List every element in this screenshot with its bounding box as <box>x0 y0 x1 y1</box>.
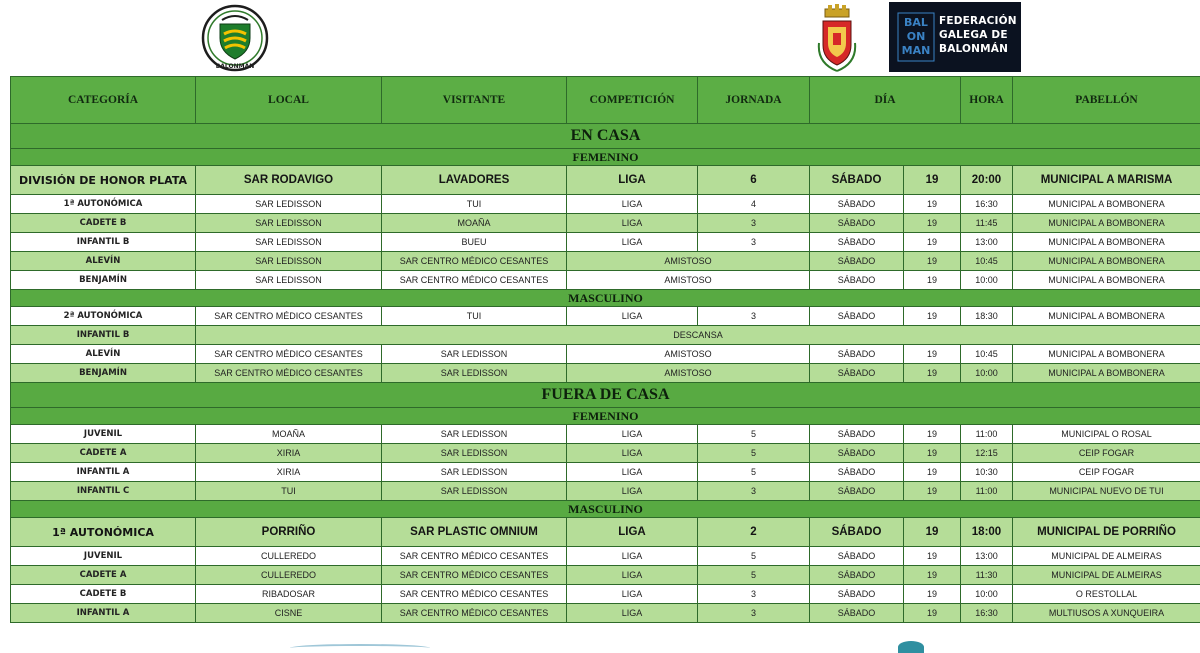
visitor-cell: SAR CENTRO MÉDICO CESANTES <box>382 604 567 623</box>
competition-cell: AMISTOSO <box>567 271 810 290</box>
header <box>0 0 1200 76</box>
competition-cell: LIGA <box>567 482 698 501</box>
visitor-cell: SAR LEDISSON <box>382 345 567 364</box>
match-row <box>11 364 1200 383</box>
day-cell: SÁBADO <box>810 307 904 326</box>
subsection-away-fem-label: FEMENINO <box>11 408 1200 425</box>
venue-cell: MULTIUSOS A XUNQUEIRA <box>1013 604 1200 623</box>
header-row <box>11 77 1200 124</box>
svg-text:ON: ON <box>907 30 926 43</box>
venue-cell: MUNICIPAL A BOMBONERA <box>1013 345 1200 364</box>
federation-mark-icon <box>897 12 935 62</box>
venue-cell: MUNICIPAL DE ALMEIRAS <box>1013 547 1200 566</box>
match-row <box>11 566 1200 585</box>
visitor-cell: SAR CENTRO MÉDICO CESANTES <box>382 566 567 585</box>
time-cell: 11:00 <box>961 482 1013 501</box>
date-cell: 19 <box>904 482 961 501</box>
match-row <box>11 547 1200 566</box>
competition-cell: LIGA <box>567 233 698 252</box>
category-cell: 1ª AUTONÓMICA <box>11 518 196 547</box>
local-cell: SAR LEDISSON <box>196 233 382 252</box>
subsection-home-fem <box>11 149 1200 166</box>
category-cell: ALEVÍN <box>11 252 196 271</box>
subsection-away-masc <box>11 501 1200 518</box>
bottom-decoration-dot <box>898 641 924 653</box>
round-cell: 3 <box>698 604 810 623</box>
category-cell: JUVENIL <box>11 547 196 566</box>
round-cell: 5 <box>698 566 810 585</box>
competition-cell: LIGA <box>567 166 698 195</box>
day-cell: SÁBADO <box>810 444 904 463</box>
competition-cell: LIGA <box>567 566 698 585</box>
day-cell: SÁBADO <box>810 195 904 214</box>
visitor-cell: SAR LEDISSON <box>382 444 567 463</box>
time-cell: 16:30 <box>961 195 1013 214</box>
time-cell: 13:00 <box>961 547 1013 566</box>
date-cell: 19 <box>904 271 961 290</box>
venue-cell: MUNICIPAL A BOMBONERA <box>1013 214 1200 233</box>
visitor-cell: LAVADORES <box>382 166 567 195</box>
competition-cell: LIGA <box>567 195 698 214</box>
col-header-competicion: COMPETICIÓN <box>567 77 698 124</box>
time-cell: 10:45 <box>961 345 1013 364</box>
category-cell: DIVISIÓN DE HONOR PLATA <box>11 166 196 195</box>
day-cell: SÁBADO <box>810 463 904 482</box>
date-cell: 19 <box>904 425 961 444</box>
visitor-cell: SAR LEDISSON <box>382 425 567 444</box>
match-row <box>11 425 1200 444</box>
category-cell: 1ª AUTONÓMICA <box>11 195 196 214</box>
match-row <box>11 345 1200 364</box>
time-cell: 10:00 <box>961 271 1013 290</box>
date-cell: 19 <box>904 166 961 195</box>
local-cell: CISNE <box>196 604 382 623</box>
match-row <box>11 444 1200 463</box>
match-row <box>11 252 1200 271</box>
venue-cell: MUNICIPAL DE PORRIÑO <box>1013 518 1200 547</box>
col-header-visitante: VISITANTE <box>382 77 567 124</box>
svg-text:MAN: MAN <box>902 44 931 57</box>
local-cell: SAR CENTRO MÉDICO CESANTES <box>196 307 382 326</box>
federation-line-1: FEDERACIÓN <box>939 14 1019 28</box>
day-cell: SÁBADO <box>810 214 904 233</box>
competition-cell: LIGA <box>567 425 698 444</box>
round-cell: 5 <box>698 425 810 444</box>
col-header-jornada: JORNADA <box>698 77 810 124</box>
schedule-body <box>11 124 1200 623</box>
visitor-cell: TUI <box>382 307 567 326</box>
subsection-away-masc-label: MASCULINO <box>11 501 1200 518</box>
day-cell: SÁBADO <box>810 566 904 585</box>
date-cell: 19 <box>904 195 961 214</box>
local-cell: XIRIA <box>196 463 382 482</box>
match-row <box>11 518 1200 547</box>
match-row <box>11 585 1200 604</box>
visitor-cell: SAR LEDISSON <box>382 463 567 482</box>
svg-text:BAL: BAL <box>904 16 928 29</box>
round-cell: 3 <box>698 233 810 252</box>
match-row <box>11 195 1200 214</box>
competition-cell: LIGA <box>567 585 698 604</box>
day-cell: SÁBADO <box>810 518 904 547</box>
match-row <box>11 604 1200 623</box>
venue-cell: CEIP FOGAR <box>1013 463 1200 482</box>
time-cell: 18:30 <box>961 307 1013 326</box>
category-cell: INFANTIL A <box>11 463 196 482</box>
date-cell: 19 <box>904 585 961 604</box>
day-cell: SÁBADO <box>810 364 904 383</box>
category-cell: CADETE B <box>11 585 196 604</box>
rest-note-cell: DESCANSA <box>196 326 1200 345</box>
category-cell: JUVENIL <box>11 425 196 444</box>
section-away <box>11 383 1200 408</box>
local-cell: SAR LEDISSON <box>196 214 382 233</box>
local-cell: RIBADOSAR <box>196 585 382 604</box>
time-cell: 16:30 <box>961 604 1013 623</box>
visitor-cell: BUEU <box>382 233 567 252</box>
federation-logo <box>889 2 1021 72</box>
category-cell: INFANTIL C <box>11 482 196 501</box>
match-row <box>11 271 1200 290</box>
competition-cell: AMISTOSO <box>567 364 810 383</box>
time-cell: 18:00 <box>961 518 1013 547</box>
category-cell: CADETE A <box>11 566 196 585</box>
match-row <box>11 482 1200 501</box>
time-cell: 11:45 <box>961 214 1013 233</box>
local-cell: SAR CENTRO MÉDICO CESANTES <box>196 345 382 364</box>
category-cell: 2ª AUTONÓMICA <box>11 307 196 326</box>
match-row <box>11 166 1200 195</box>
venue-cell: MUNICIPAL A BOMBONERA <box>1013 233 1200 252</box>
club-logo-text: BALONMÁN <box>216 63 255 70</box>
match-row <box>11 307 1200 326</box>
time-cell: 11:30 <box>961 566 1013 585</box>
date-cell: 19 <box>904 518 961 547</box>
date-cell: 19 <box>904 307 961 326</box>
col-header-dia: DÍA <box>810 77 961 124</box>
match-row <box>11 463 1200 482</box>
category-cell: BENJAMÍN <box>11 364 196 383</box>
day-cell: SÁBADO <box>810 166 904 195</box>
venue-cell: MUNICIPAL A BOMBONERA <box>1013 252 1200 271</box>
time-cell: 11:00 <box>961 425 1013 444</box>
category-cell: ALEVÍN <box>11 345 196 364</box>
visitor-cell: SAR CENTRO MÉDICO CESANTES <box>382 252 567 271</box>
time-cell: 10:00 <box>961 364 1013 383</box>
section-home <box>11 124 1200 149</box>
local-cell: XIRIA <box>196 444 382 463</box>
date-cell: 19 <box>904 566 961 585</box>
date-cell: 19 <box>904 345 961 364</box>
federation-line-2: GALEGA DE <box>939 28 1019 42</box>
round-cell: 3 <box>698 307 810 326</box>
date-cell: 19 <box>904 604 961 623</box>
competition-cell: LIGA <box>567 547 698 566</box>
venue-cell: CEIP FOGAR <box>1013 444 1200 463</box>
club-logo-icon <box>198 4 272 72</box>
visitor-cell: TUI <box>382 195 567 214</box>
venue-cell: MUNICIPAL A MARISMA <box>1013 166 1200 195</box>
visitor-cell: SAR CENTRO MÉDICO CESANTES <box>382 585 567 604</box>
time-cell: 10:00 <box>961 585 1013 604</box>
bottom-strip <box>0 638 1200 651</box>
subsection-home-masc <box>11 290 1200 307</box>
day-cell: SÁBADO <box>810 271 904 290</box>
col-header-categoria: CATEGORÍA <box>11 77 196 124</box>
match-row <box>11 233 1200 252</box>
date-cell: 19 <box>904 547 961 566</box>
venue-cell: MUNICIPAL A BOMBONERA <box>1013 195 1200 214</box>
category-cell: INFANTIL B <box>11 326 196 345</box>
category-cell: CADETE A <box>11 444 196 463</box>
day-cell: SÁBADO <box>810 345 904 364</box>
municipal-crest-icon <box>817 3 857 73</box>
date-cell: 19 <box>904 214 961 233</box>
visitor-cell: SAR LEDISSON <box>382 364 567 383</box>
time-cell: 12:15 <box>961 444 1013 463</box>
subsection-home-masc-label: MASCULINO <box>11 290 1200 307</box>
col-header-local: LOCAL <box>196 77 382 124</box>
round-cell: 5 <box>698 463 810 482</box>
day-cell: SÁBADO <box>810 233 904 252</box>
col-header-hora: HORA <box>961 77 1013 124</box>
day-cell: SÁBADO <box>810 482 904 501</box>
competition-cell: LIGA <box>567 444 698 463</box>
competition-cell: AMISTOSO <box>567 345 810 364</box>
competition-cell: LIGA <box>567 307 698 326</box>
date-cell: 19 <box>904 364 961 383</box>
time-cell: 10:45 <box>961 252 1013 271</box>
round-cell: 4 <box>698 195 810 214</box>
round-cell: 3 <box>698 585 810 604</box>
day-cell: SÁBADO <box>810 547 904 566</box>
venue-cell: MUNICIPAL A BOMBONERA <box>1013 271 1200 290</box>
local-cell: SAR LEDISSON <box>196 195 382 214</box>
subsection-home-fem-label: FEMENINO <box>11 149 1200 166</box>
time-cell: 20:00 <box>961 166 1013 195</box>
round-cell: 5 <box>698 547 810 566</box>
day-cell: SÁBADO <box>810 425 904 444</box>
local-cell: MOAÑA <box>196 425 382 444</box>
category-cell: BENJAMÍN <box>11 271 196 290</box>
competition-cell: AMISTOSO <box>567 252 810 271</box>
day-cell: SÁBADO <box>810 252 904 271</box>
local-cell: SAR LEDISSON <box>196 252 382 271</box>
federation-line-3: BALONMÁN <box>939 42 1019 56</box>
venue-cell: MUNICIPAL NUEVO DE TUI <box>1013 482 1200 501</box>
round-cell: 3 <box>698 482 810 501</box>
venue-cell: MUNICIPAL O ROSAL <box>1013 425 1200 444</box>
local-cell: PORRIÑO <box>196 518 382 547</box>
visitor-cell: SAR CENTRO MÉDICO CESANTES <box>382 271 567 290</box>
time-cell: 13:00 <box>961 233 1013 252</box>
match-row <box>11 326 1200 345</box>
local-cell: SAR LEDISSON <box>196 271 382 290</box>
date-cell: 19 <box>904 444 961 463</box>
category-cell: INFANTIL A <box>11 604 196 623</box>
round-cell: 2 <box>698 518 810 547</box>
venue-cell: O RESTOLLAL <box>1013 585 1200 604</box>
local-cell: SAR CENTRO MÉDICO CESANTES <box>196 364 382 383</box>
competition-cell: LIGA <box>567 214 698 233</box>
round-cell: 5 <box>698 444 810 463</box>
category-cell: CADETE B <box>11 214 196 233</box>
section-away-label: FUERA DE CASA <box>11 383 1200 408</box>
round-cell: 6 <box>698 166 810 195</box>
time-cell: 10:30 <box>961 463 1013 482</box>
date-cell: 19 <box>904 252 961 271</box>
date-cell: 19 <box>904 463 961 482</box>
competition-cell: LIGA <box>567 463 698 482</box>
day-cell: SÁBADO <box>810 585 904 604</box>
day-cell: SÁBADO <box>810 604 904 623</box>
match-row <box>11 214 1200 233</box>
col-header-pabellon: PABELLÓN <box>1013 77 1200 124</box>
competition-cell: LIGA <box>567 518 698 547</box>
venue-cell: MUNICIPAL DE ALMEIRAS <box>1013 566 1200 585</box>
local-cell: SAR RODAVIGO <box>196 166 382 195</box>
section-home-label: EN CASA <box>11 124 1200 149</box>
visitor-cell: SAR LEDISSON <box>382 482 567 501</box>
visitor-cell: SAR PLASTIC OMNIUM <box>382 518 567 547</box>
venue-cell: MUNICIPAL A BOMBONERA <box>1013 307 1200 326</box>
subsection-away-fem <box>11 408 1200 425</box>
local-cell: CULLEREDO <box>196 566 382 585</box>
schedule-table <box>10 76 1200 623</box>
local-cell: TUI <box>196 482 382 501</box>
round-cell: 3 <box>698 214 810 233</box>
category-cell: INFANTIL B <box>11 233 196 252</box>
visitor-cell: SAR CENTRO MÉDICO CESANTES <box>382 547 567 566</box>
competition-cell: LIGA <box>567 604 698 623</box>
venue-cell: MUNICIPAL A BOMBONERA <box>1013 364 1200 383</box>
date-cell: 19 <box>904 233 961 252</box>
visitor-cell: MOAÑA <box>382 214 567 233</box>
local-cell: CULLEREDO <box>196 547 382 566</box>
